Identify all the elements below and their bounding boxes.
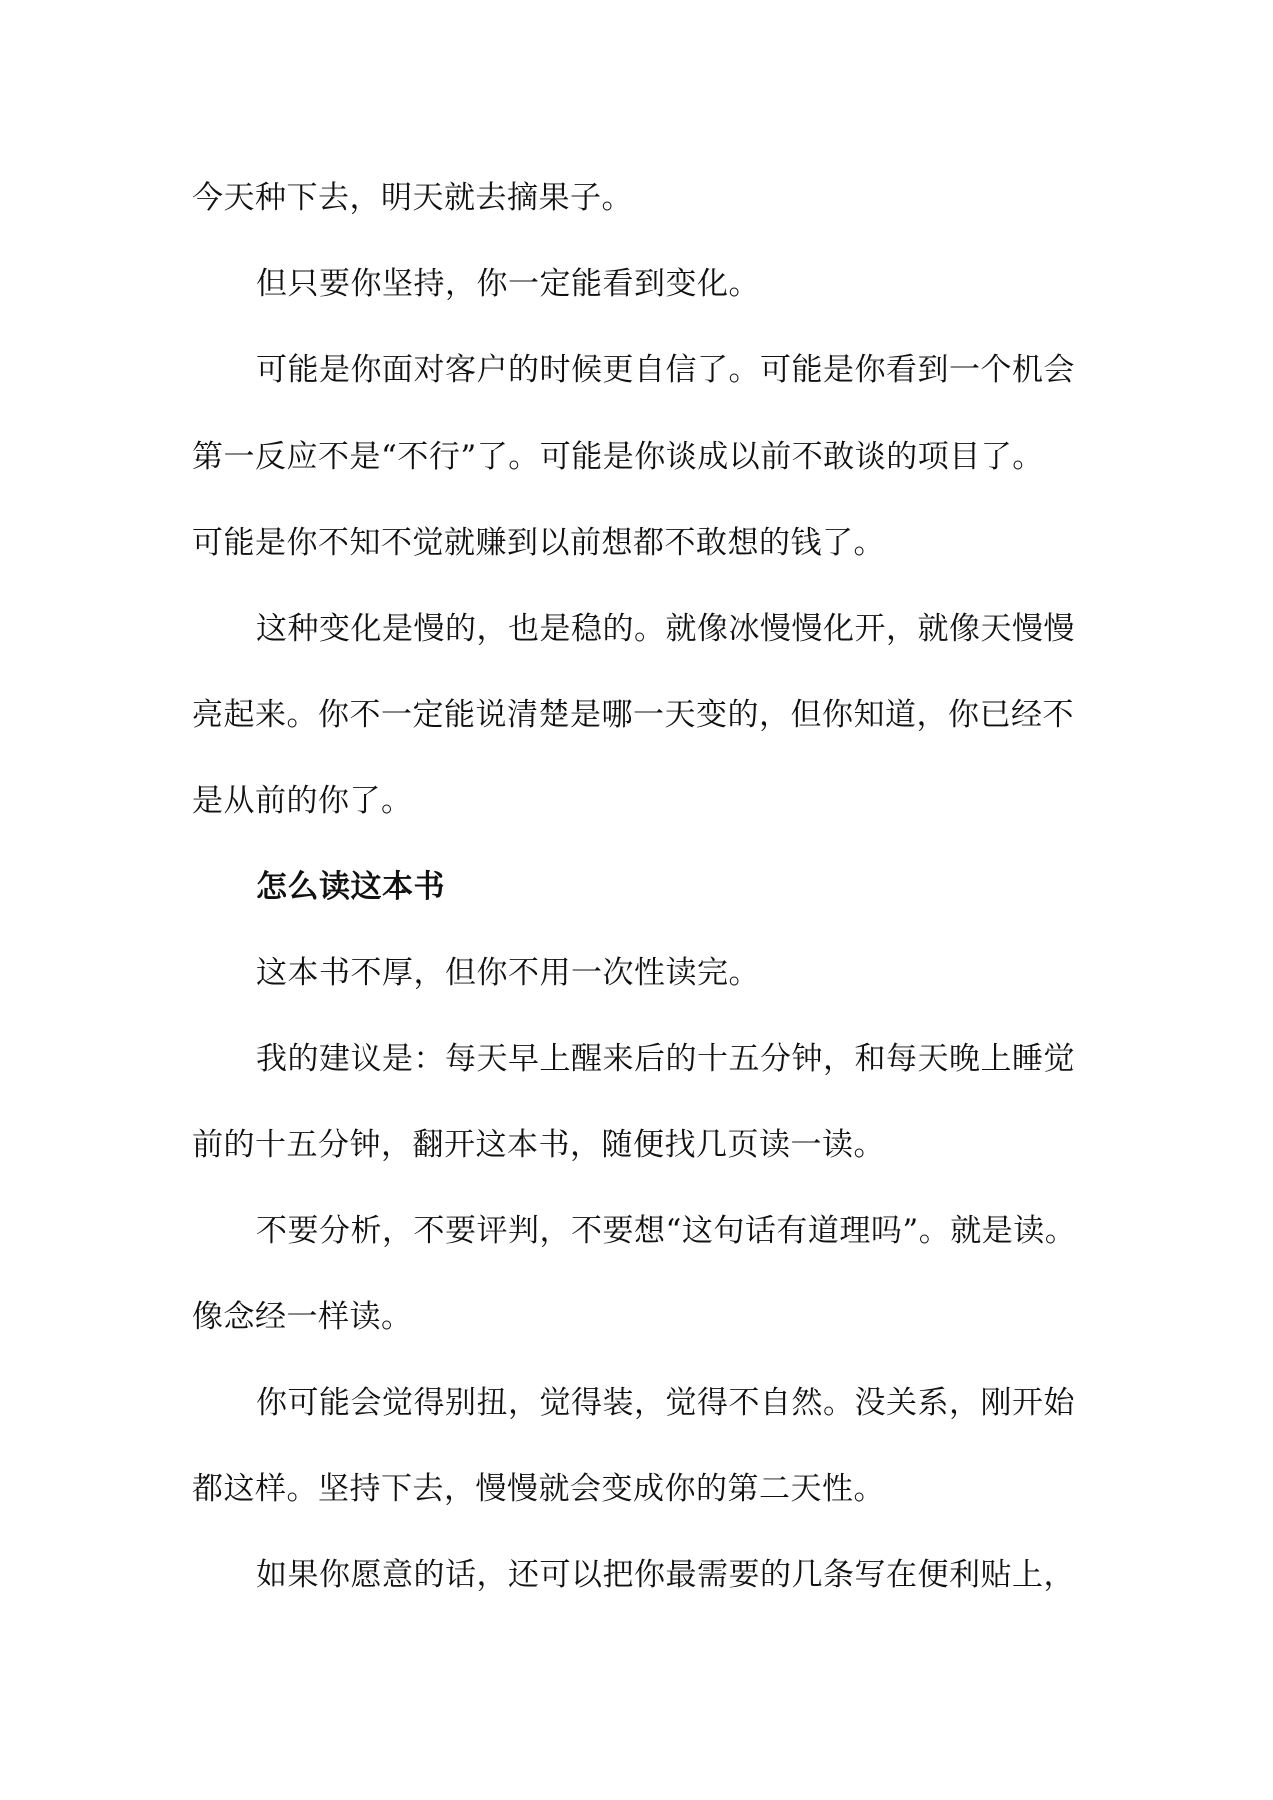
text-line: 可能是你不知不觉就赚到以前想都不敢想的钱了。 (192, 525, 885, 561)
text-line: 可能是你面对客户的时候更自信了。可能是你看到一个机会 (256, 352, 1075, 388)
text-line: 都这样。坚持下去，慢慢就会变成你的第二天性。 (192, 1471, 885, 1507)
text-line: 不要分析，不要评判，不要想“这句话有道理吗”。就是读。 (256, 1213, 1077, 1249)
text-line: 前的十五分钟，翻开这本书，随便找几页读一读。 (192, 1127, 885, 1163)
text-line: 像念经一样读。 (192, 1299, 413, 1335)
text-line: 今天种下去，明天就去摘果子。 (192, 180, 633, 216)
text-line: 是从前的你了。 (192, 783, 413, 819)
text-line: 如果你愿意的话，还可以把你最需要的几条写在便利贴上， (256, 1557, 1075, 1593)
text-line: 我的建议是：每天早上醒来后的十五分钟，和每天晚上睡觉 (256, 1041, 1075, 1077)
text-line: 这本书不厚，但你不用一次性读完。 (256, 955, 760, 991)
section-heading: 怎么读这本书 (256, 869, 445, 905)
text-line: 但只要你坚持，你一定能看到变化。 (256, 266, 760, 302)
text-line: 你可能会觉得别扭，觉得装，觉得不自然。没关系，刚开始 (256, 1385, 1075, 1421)
text-line: 第一反应不是“不行”了。可能是你谈成以前不敢谈的项目了。 (192, 439, 1044, 475)
text-line: 这种变化是慢的，也是稳的。就像冰慢慢化开，就像天慢慢 (256, 611, 1075, 647)
text-line: 亮起来。你不一定能说清楚是哪一天变的，但你知道，你已经不 (192, 697, 1074, 733)
